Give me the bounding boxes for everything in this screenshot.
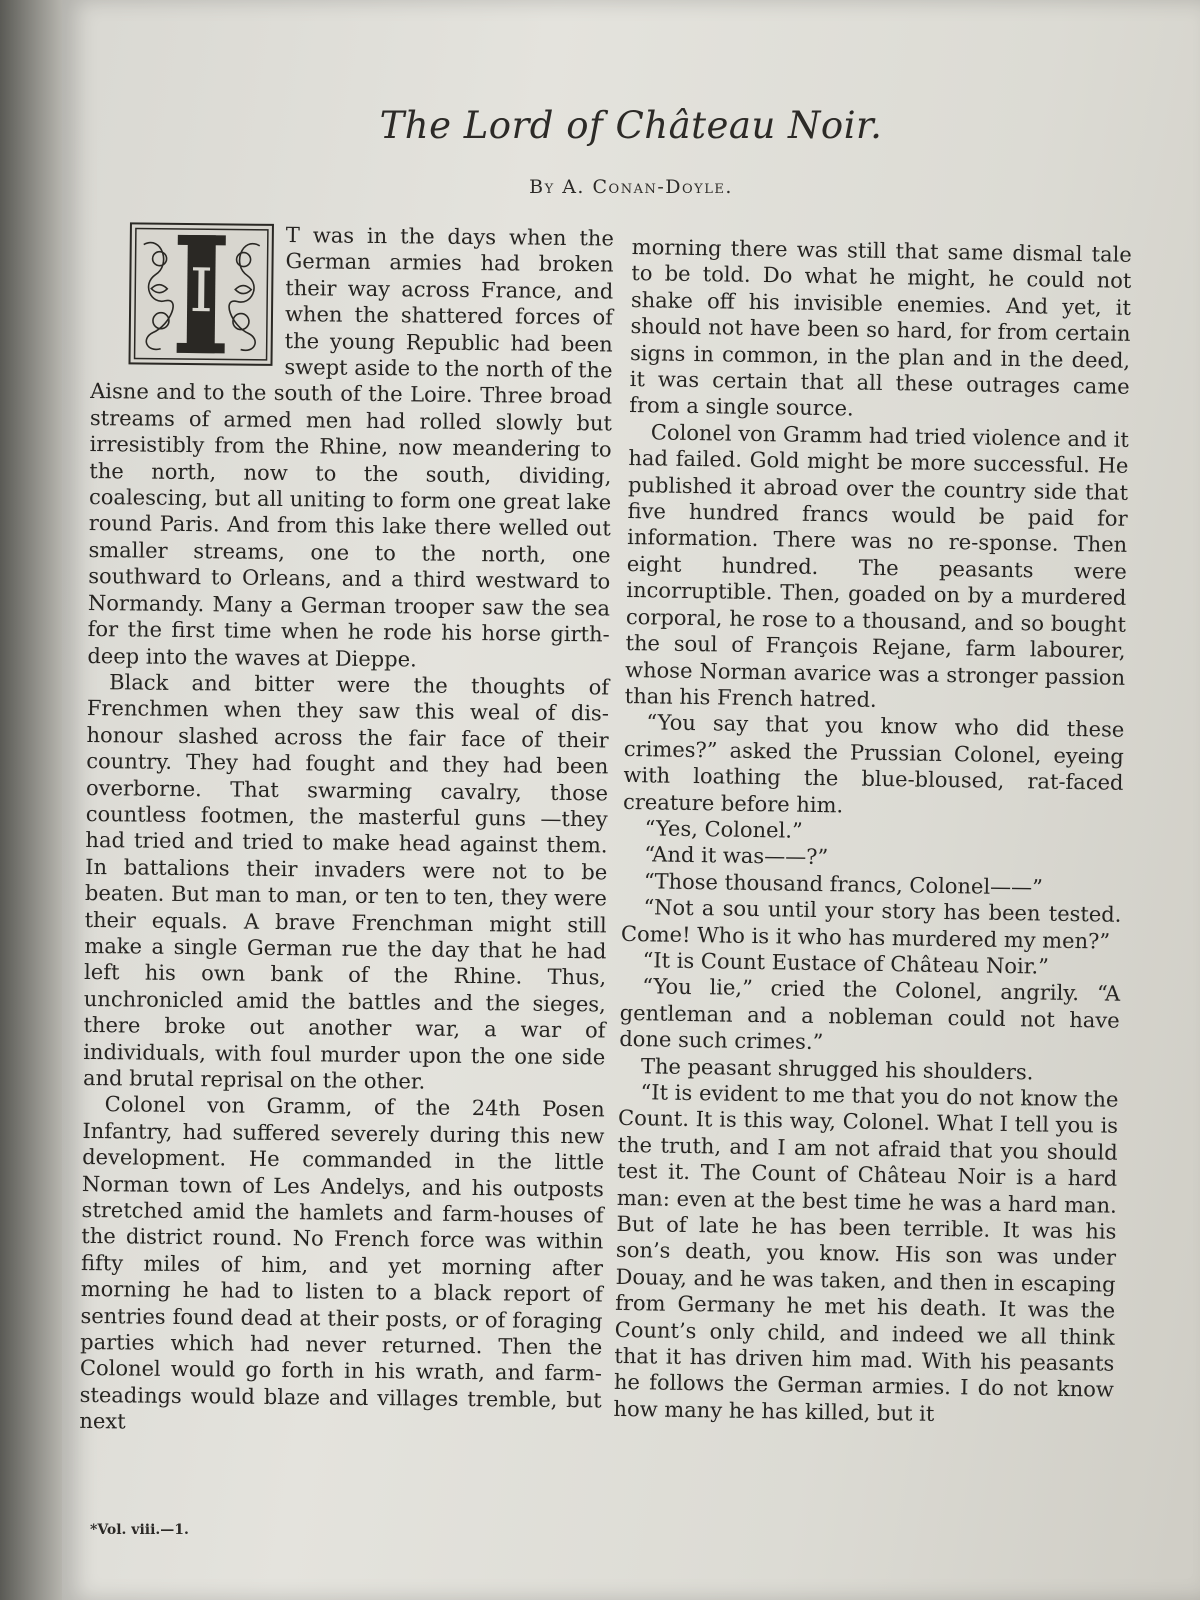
paragraph-9: “Those thousand francs, Colonel——” [643, 869, 1044, 900]
article-title: The Lord of Château Noir. [379, 104, 883, 147]
paragraph-3: Colonel von Gramm, of the 24th Posen Infantry, had suffered severely during this new development. He commanded in the little Norman town of Les Andelys, and his outposts stretched amid the hamlets and farm-houses of the district round. No French force was within fifty miles of him, and yet morning after morning he had to listen to a black report of sentries found dead at their posts, or of foraging parties which had never returned. Then the Colonel would go forth in his wrath, and farm-steadings would blaze and villages tremble, but next [79, 1092, 605, 1434]
paragraph-12: “You lie,” cried the Colonel, angrily. “A gentleman and a nobleman could not have done such crimes.” [619, 974, 1121, 1055]
paragraph-11: “It is Count Eustace of Château Noir.” [642, 948, 1050, 979]
paragraph-8: “And it was——?” [644, 842, 829, 870]
paragraph-5: Colonel von Gramm had tried violence and it had failed. Gold might be more successful. He published it abroad over the country side that five hundred francs would be paid for information. There was no re-sponse. Then eight hundred. The peasants were incorruptible. Then, goaded on by a murdered corporal, he rose to a thousand, and so bought the soul of François Rejane, farm labourer, whose Norman avarice was a stronger passion than his French hatred. [624, 420, 1130, 712]
paragraph-6: “You say that you know who did these crimes?” asked the Prussian Colonel, eyeing with loathing the blue-bloused, rat-faced creature before him. [622, 710, 1125, 817]
left-column [79, 220, 614, 1440]
paragraph-2: Black and bitter were the thoughts of Frenchmen when they saw this weal of dis-honour slashed across the fair face of their country. They had fought and they had been overborne. That swarming cavalry, those countless footmen, the masterful guns —they had tried and tried to make head against them. In battalions their invaders were not to be beaten. But man to man, or ten to ten, they were their equals. A brave Frenchman might still make a single German rue the day that he had left his own bank of the Rhine. Thus, unchronicled amid the battles and the sieges, there broke out another war, a war of individuals, with foul murder upon the one side and brutal reprisal on the other. [82, 670, 610, 1094]
paragraph-4: morning there was still that same dismal tale to be told. Do what he might, he could not shake off his invisible enemies. And yet, it should not have been so hard, for from certain signs in common, in the plan and in the deed, it was certain that all these outrages came from a single source. [629, 234, 1132, 421]
page-gutter-shadow [0, 0, 62, 1600]
paragraph-1 [87, 220, 614, 674]
paragraph-14: “It is evident to me that you do not know the Count. It is this way, Colonel. What I tell you is the truth, and I am not afraid that you should test it. The Count of Château Noir is a hard man: even at the best time he was a hard man. But of late he has been terrible. It was his son’s death, you know. His son was under Douay, and he was taken, and then in escaping from Germany he met his death. It was the Count’s only child, and indeed we all think that it has driven him mad. With his peasants he follows the German armies. I do not know how many he has killed, but it [613, 1080, 1119, 1426]
ornamental-dropcap [128, 222, 273, 366]
paragraph-7: “Yes, Colonel.” [644, 816, 803, 843]
paragraph-1-text: T was in the days when the German armies had broken their way across France, and when the shattered forces of the young Republic had been swept aside to the north of the Aisne and to the south of the Loire. Three broad streams of armed men had rolled slowly but irresistibly from the Rhine, now meandering to the north, now to the south, dividing, coalescing, but all uniting to form one great lake round Paris. And from this lake there welled out smaller streams, one to the north, one southward to Orleans, and a third westward to Normandy. Many a German trooper saw the sea for the first time when he rode his horse girth-deep into the waves at Dieppe. [87, 223, 614, 671]
paragraph-13: The peasant shrugged his shoulders. [640, 1053, 1034, 1085]
paragraph-10: “Not a sou until your story has been tested. Come! Who is it who has murdered my men?” [620, 895, 1122, 954]
floral-initial-icon [131, 224, 272, 363]
right-column [613, 234, 1132, 1430]
svg-text:I: I [189, 256, 214, 327]
article-byline: By A. Conan-Doyle. [529, 176, 733, 198]
volume-footnote: *Vol. viii.—1. [90, 1522, 189, 1538]
